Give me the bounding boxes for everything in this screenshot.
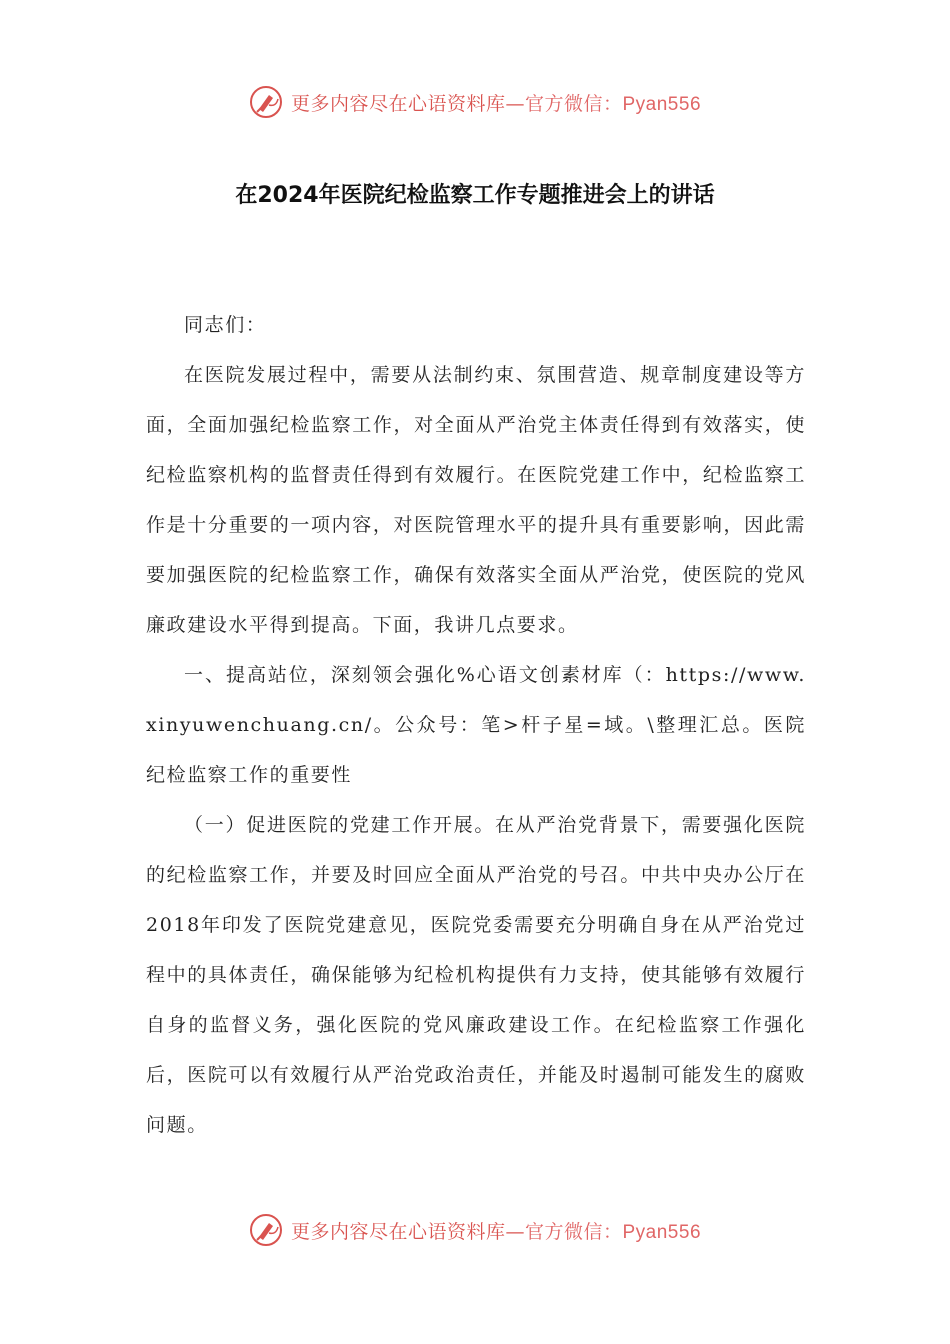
pen-nib-icon [249,85,283,119]
document-title: 在2024年医院纪检监察工作专题推进会上的讲话 [235,183,715,208]
paragraph: （一）促进医院的党建工作开展。在从严治党背景下，需要强化医院的纪检监察工作，并要及时回应全面从严治党的号召。中共中央办公厅在2018年印发了医院党建意见，医院党委需要充分明确自身在从严治党过程中的具体责任，确保能够为纪检机构提供有力支持，使其能够有效履行自身的监督义务，强化医院的党风廉政建设工作。在纪检监察工作强化后，医院可以有效履行从严治党政治责任，并能及时遏制可能发生的腐败问题。 [146,814,806,1136]
paragraph: 一、提高站位，深刻领会强化%心语文创素材库（：https://www.xinyuwenchuang.cn/。公众号：笔>杆子星=域。\整理汇总。医院纪检监察工作的重要性 [146,664,806,786]
greeting: 同志们： [184,314,267,336]
document-body [146,300,806,1150]
pen-nib-icon [249,1213,283,1247]
footer-banner [0,1210,950,1250]
banner-text: 更多内容尽在心语资料库—官方微信：Pyan556 [290,92,702,115]
paragraph: 在医院发展过程中，需要从法制约束、氛围营造、规章制度建设等方面，全面加强纪检监察工作，对全面从严治党主体责任得到有效落实，使纪检监察机构的监督责任得到有效履行。在医院党建工作中，纪检监察工作是十分重要的一项内容，对医院管理水平的提升具有重要影响，因此需要加强医院的纪检监察工作，确保有效落实全面从严治党，使医院的党风廉政建设水平得到提高。下面，我讲几点要求。 [146,364,806,636]
header-banner [0,82,950,122]
banner-text: 更多内容尽在心语资料库—官方微信：Pyan556 [290,1220,702,1243]
